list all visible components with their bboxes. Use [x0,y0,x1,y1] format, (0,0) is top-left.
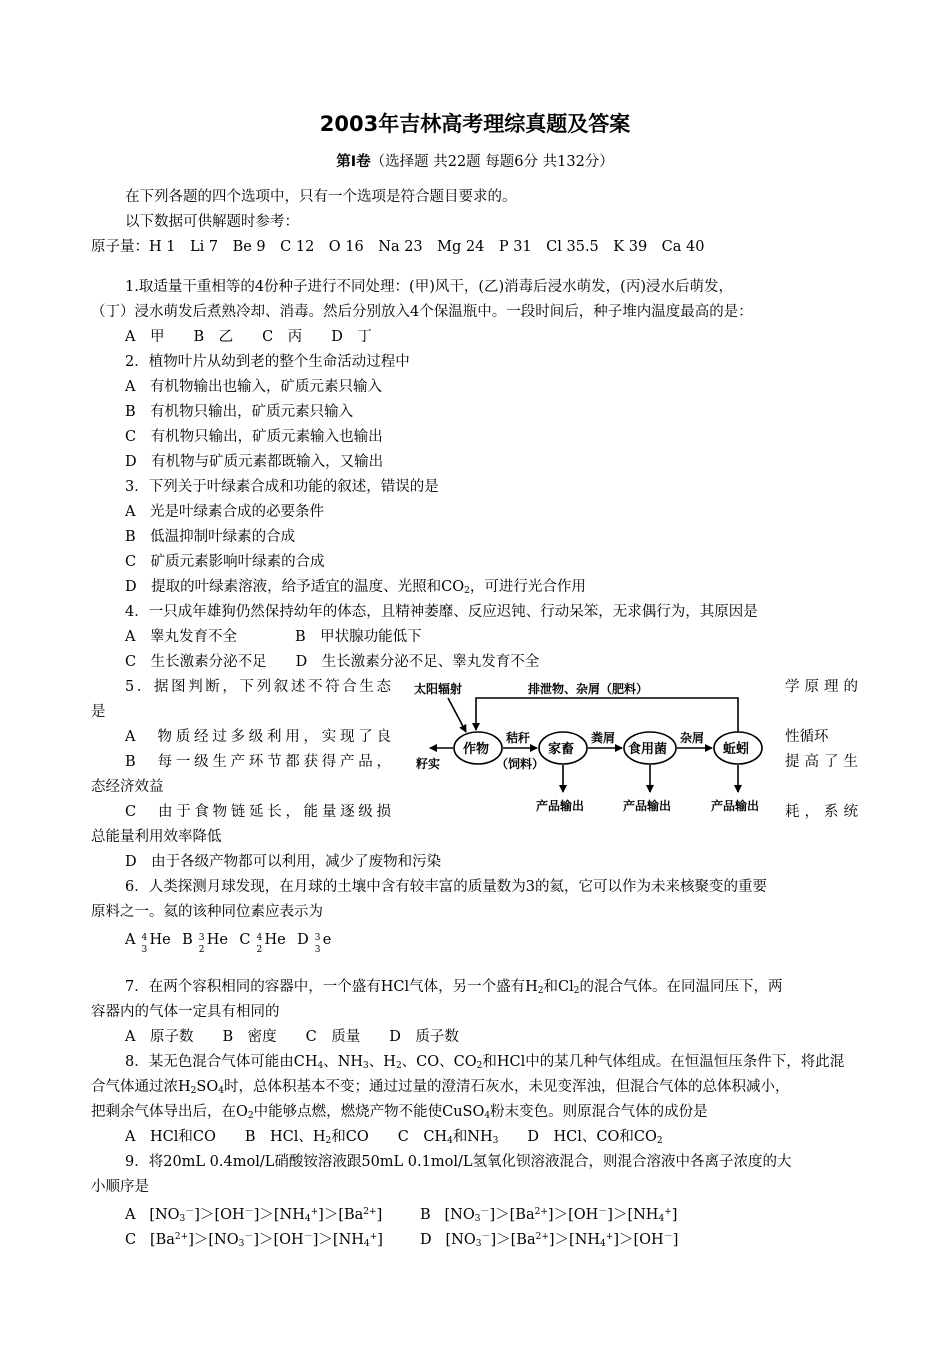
q1-line-1: 1.取适量干重相等的4份种子进行不同处理：(甲)风干，(乙)消毒后浸水萌发，(丙)浸水后萌发， [125,279,733,295]
q3-option-b: B 低温抑制叶绿素的合成 [125,529,296,545]
q6-option-a: 4 3 He [141,932,171,955]
q6-option-c-label: C [239,932,251,948]
q2-option-a: A 有机物输出也输入，矿质元素只输入 [125,379,382,395]
q6-option-d-label: D [297,932,309,948]
q6-option-d: 3 3 e [314,932,332,955]
earthworm-label: 蚯蚓 [723,742,750,757]
sun-label: 太阳辐射 [414,682,463,696]
residue-label: 杂屑 [680,731,705,745]
q8-line-1: 8．某无色混合气体可能由$CH_4$、$NH_3$、$H_2$、CO、$CO_2$和HCl中的某几种气体组成。在恒温恒压条件下，将此混 [125,1054,845,1071]
q7-line-1: 7．在两个容积相同的容器中，一个盛有HCl气体，另一个盛有$H_2$和$Cl_2$的混合气体。在同温同压下，两 [125,979,783,996]
q8-options: A HCl和CO B HCl、$H_2$和CO C $CH_4$和$NH_3$ D HCl、CO和$CO_2$ [125,1129,663,1146]
q5-line-6-right: 耗，系统 [785,804,858,820]
q7-options: A 原子数 B 密度 C 质量 D 质子数 [125,1029,459,1045]
q7-line-2: 容器内的气体一定具有相同的 [91,1004,280,1020]
feed-label: （饲料） [496,757,545,771]
q6-option-b: 3 2 He [198,932,228,955]
q5-line-6-left: C 由于食物链延长，能量逐级损 [125,804,391,820]
q4-options-cd: C 生长激素分泌不足 D 生长激素分泌不足、睾丸发育不全 [125,654,540,670]
q3-option-c: C 矿质元素影响叶绿素的合成 [125,554,325,570]
q9-option-b: B $[NO_3^-]>[Ba^{2+}]>[OH^-]>[NH_4^+]$ [420,1207,678,1224]
q9-option-d: D $[NO_3^-]>[Ba^{2+}]>[NH_4^+]>[OH^-]$ [420,1232,679,1249]
q5-line-8: D 由于各级产物都可以利用，减少了废物和污染 [125,854,442,870]
section-label: 第Ⅰ卷 [336,154,371,170]
q5-line-3-left: A 物质经过多级利用，实现了良 [125,729,391,745]
q3-stem: 3．下列关于叶绿素合成和功能的叙述，错误的是 [125,479,439,495]
q5-line-3-right: 性循环 [785,729,829,745]
ecosystem-diagram [408,680,778,820]
grain-label: 籽实 [416,757,441,771]
atomic-mass-line: 原子量：H 1 Li 7 Be 9 C 12 O 16 Na 23 Mg 24 P 31 Cl 35.5 K 39 Ca 40 [91,239,705,255]
q6-option-a-label: A [125,932,136,948]
q5-line-7: 总能量利用效率降低 [91,829,222,845]
q9-option-a: A $[NO_3^-]>[OH^-]>[NH_4^+]>[Ba^{2+}]$ [125,1207,383,1224]
sun-arrow [448,698,466,732]
q5-line-1-left: 5．据图判断，下列叙述不符合生态 [125,679,391,695]
q3-option-a: A 光是叶绿素合成的必要条件 [125,504,324,520]
q8-line-2: 合气体通过浓$H_2SO_4$时，总体积基本不变；通过过量的澄清石灰水，未见变浑浊，但混合气体的总体积减小， [91,1079,790,1096]
q2-option-b: B 有机物只输出，矿质元素只输入 [125,404,354,420]
q5-line-2: 是 [91,704,106,720]
fungus-label: 食用菌 [628,742,668,757]
q9-option-c: C $[Ba^{2+}]>[NO_3^-]>[OH^-]>[NH_4^+]$ [125,1232,383,1249]
q6-line-2: 原料之一。氦的该种同位素应表示为 [91,904,323,920]
section-desc: （选择题 共22题 每题6分 共132分） [370,154,614,170]
q5-line-4-left: B 每一级生产环节都获得产品， [125,754,391,770]
output-label-2: 产品输出 [623,799,672,813]
section-heading [0,150,950,171]
q2-stem: 2．植物叶片从幼到老的整个生命活动过程中 [125,354,410,370]
q8-line-3: 把剩余气体导出后，在$O_2$中能够点燃，燃烧产物不能使CuSO$_4$粉末变色。则原混合气体的成份是 [91,1104,708,1121]
q6-option-b-label: B [182,932,193,948]
feedback-arrow [476,698,738,732]
q3-option-d: D 提取的叶绿素溶液，给予适宜的温度、光照和$CO_2$，可进行光合作用 [125,579,586,596]
livestock-label: 家畜 [548,742,575,757]
q5-line-4-right: 提高了生 [785,754,858,770]
output-label-3: 产品输出 [711,799,760,813]
output-label-1: 产品输出 [536,799,585,813]
intro-line-2: 以下数据可供解题时参考： [125,214,299,230]
intro-line-1: 在下列各题的四个选项中，只有一个选项是符合题目要求的。 [125,189,517,205]
q6-options [125,930,895,955]
q1-options: A 甲 B 乙 C 丙 D 丁 [125,329,372,345]
q4-options-ab: A 睾丸发育不全 B 甲状腺功能低下 [125,629,422,645]
page-title: 2003年吉林高考理综真题及答案 [319,112,631,136]
feedback-label: 排泄物、杂屑（肥料） [528,682,649,696]
q5-line-5: 态经济效益 [91,779,164,795]
q2-option-c: C 有机物只输出，矿质元素输入也输出 [125,429,383,445]
q6-option-c: 4 2 He [256,932,286,955]
q6-line-1: 6．人类探测月球发现，在月球的土壤中含有较丰富的质量数为3的氦，它可以作为未来核聚变的重要 [125,879,767,895]
q9-line-1: 9．将20mL 0.4mol/L硝酸铵溶液跟50mL 0.1mol/L氢氧化钡溶液混合，则混合溶液中各离子浓度的大 [125,1154,792,1170]
q1-line-2: （丁）浸水萌发后煮熟冷却、消毒。然后分别放入4个保温瓶中。一段时间后，种子堆内温度最高的是： [91,304,753,320]
crop-label: 作物 [463,742,490,757]
q2-option-d: D 有机物与矿质元素都既输入，又输出 [125,454,384,470]
q4-stem: 4．一只成年雄狗仍然保持幼年的体态，且精神萎靡、反应迟钝、行动呆笨，无求偶行为，其原因是 [125,604,758,620]
manure-label: 粪屑 [591,731,616,745]
straw-label: 秸秆 [506,731,531,745]
q9-line-2: 小顺序是 [91,1179,149,1195]
q5-line-1-right: 学原理的 [785,679,858,695]
